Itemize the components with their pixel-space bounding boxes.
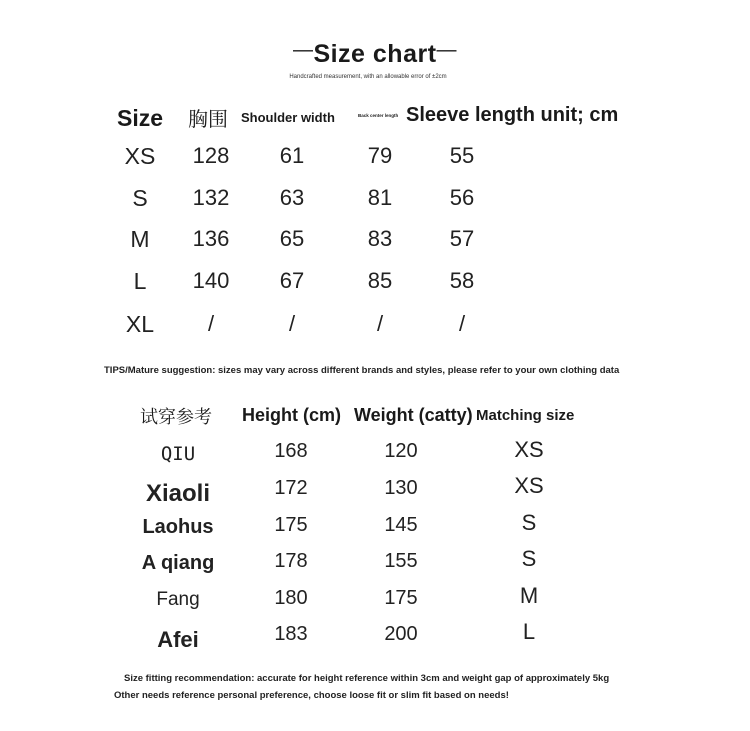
height-value: 180 <box>274 587 308 609</box>
size-label: XS <box>124 143 156 169</box>
weight-value: 200 <box>384 623 418 645</box>
back-length-value: 83 <box>367 226 393 251</box>
person-name: Xiaoli <box>145 480 211 507</box>
matching-size-value: M <box>519 583 539 608</box>
person-name: Fang <box>156 589 200 610</box>
header-bust: 胸围 <box>188 107 228 131</box>
height-value: 168 <box>274 440 308 462</box>
header-weight: Weight (catty) <box>354 405 473 425</box>
tips-text: TIPS/Mature suggestion: sizes may vary across different brands and styles, please refer to your own clothing data <box>104 365 620 376</box>
shoulder-value: 67 <box>279 268 305 293</box>
matching-size-value: L <box>522 619 536 644</box>
matching-size-value: S <box>521 510 537 535</box>
bust-value: 128 <box>192 143 230 168</box>
person-name: QIU <box>160 443 196 465</box>
shoulder-value: 65 <box>279 226 305 251</box>
back-length-value: 81 <box>367 185 393 210</box>
preference-note: Other needs reference personal preference, choose loose fit or slim fit based on needs! <box>114 690 509 701</box>
header-height: Height (cm) <box>242 405 341 425</box>
size-label: M <box>130 226 150 252</box>
size-label: S <box>132 185 148 211</box>
sleeve-value: 58 <box>449 268 475 293</box>
size-label: L <box>133 268 147 294</box>
header-size: Size <box>117 105 164 131</box>
header-shoulder-width: Shoulder width <box>241 110 335 125</box>
person-name: A qiang <box>141 552 215 574</box>
weight-value: 145 <box>384 514 418 536</box>
weight-value: 120 <box>384 440 418 462</box>
table-row <box>0 268 750 308</box>
page-title: —Size chart— <box>292 39 458 68</box>
back-length-value: 85 <box>367 268 393 293</box>
table-row <box>0 143 750 183</box>
weight-value: 130 <box>384 477 418 499</box>
person-name: Laohus <box>142 516 214 538</box>
bust-value: 140 <box>192 268 230 293</box>
table-row <box>0 185 750 225</box>
header-matching-size: Matching size <box>476 407 575 424</box>
sleeve-value: 57 <box>449 226 475 251</box>
table-row <box>0 546 750 586</box>
back-length-value: / <box>376 311 384 336</box>
height-value: 183 <box>274 623 308 645</box>
bust-value: / <box>207 311 215 336</box>
shoulder-value: 61 <box>279 143 305 168</box>
matching-size-value: XS <box>514 473 544 498</box>
header-back-center-length: Back center length <box>358 113 399 118</box>
table-row <box>0 311 750 351</box>
page-subtitle: Handcrafted measurement, with an allowable error of ±2cm <box>289 74 447 80</box>
header-fitting-reference: 试穿参考 <box>140 407 212 428</box>
table-row <box>0 619 750 659</box>
table-row <box>0 226 750 266</box>
height-value: 172 <box>274 477 308 499</box>
height-value: 175 <box>274 514 308 536</box>
height-value: 178 <box>274 550 308 572</box>
shoulder-value: 63 <box>279 185 305 210</box>
header-sleeve-length: Sleeve length unit; cm <box>406 104 619 126</box>
shoulder-value: / <box>288 311 296 336</box>
weight-value: 175 <box>384 587 418 609</box>
bust-value: 136 <box>192 226 230 251</box>
table-row <box>0 583 750 623</box>
sleeve-value: 56 <box>449 185 475 210</box>
table-row <box>0 510 750 550</box>
sleeve-value: / <box>458 311 466 336</box>
matching-size-value: XS <box>514 437 544 462</box>
size-label: XL <box>125 311 155 337</box>
table-row <box>0 437 750 476</box>
fitting-note: Size fitting recommendation: accurate for height reference within 3cm and weight gap of approximately 5kg <box>124 673 610 684</box>
matching-size-value: S <box>521 546 537 571</box>
person-name: Afei <box>157 627 199 652</box>
bust-value: 132 <box>192 185 230 210</box>
sleeve-value: 55 <box>449 143 475 168</box>
table-row <box>0 473 750 513</box>
back-length-value: 79 <box>367 143 393 168</box>
weight-value: 155 <box>384 550 418 572</box>
